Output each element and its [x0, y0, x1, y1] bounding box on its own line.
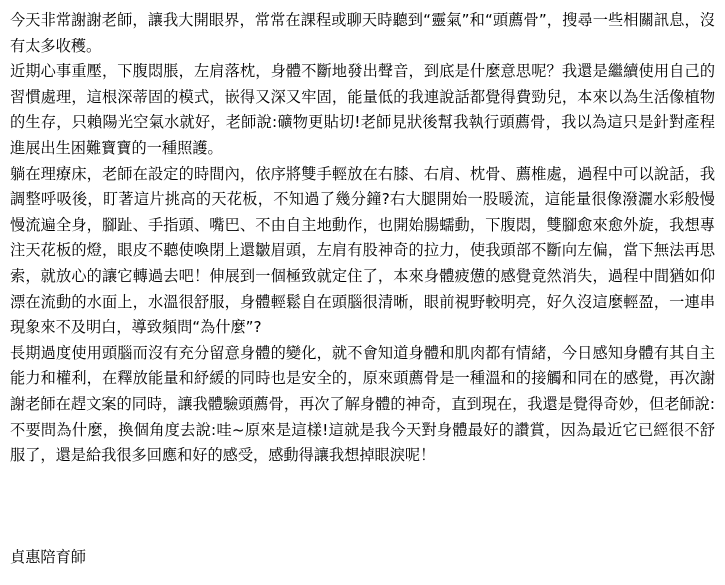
signature-name: 貞惠陪育師	[10, 548, 86, 567]
document-body	[10, 8, 715, 469]
signature-block	[10, 545, 86, 571]
paragraph-4: 長期過度使用頭腦而沒有充分留意身體的變化，就不會知道身體和肌肉都有情緒，今日感知身體有其自主能力和權利，在釋放能量和紓緩的同時也是安全的，原來頭薦骨是一種溫和的接觸和同在的感覺，再次謝謝老師在趕文案的同時，讓我體驗頭薦骨，再次了解身體的神奇，直到現在，我還是覺得奇妙，但老師說:不要問為什麼，換個角度去說:哇~原來是這樣!這就是我今天對身體最好的讚賞，因為最近它已經很不舒服了，還是給我很多回應和好的感受，感動得讓我想掉眼淚呢！	[10, 343, 715, 465]
paragraph-3: 躺在理療床，老師在設定的時間內，依序將雙手輕放在右膝、右肩、枕骨、薦椎處，過程中可以說話，我調整呼吸後，盯著這片挑高的天花板，不知過了幾分鐘?右大腿開始一股暖流，這能量很像潑灑水彩般慢慢流遍全身，腳趾、手指頭、嘴巴、不由自主地動作，也開始腸蠕動，下腹悶，雙腳愈來愈外旋，我想專注天花板的燈，眼皮不聽使喚閉上還皺眉頭，左肩有股神奇的拉力，使我頭部不斷向左偏，當下無法再思索，就放心的讓它轉過去吧！伸展到一個極致就定住了，本來身體疲憊的感覺竟然消失，過程中間猶如仰漂在流動的水面上，水溫很舒服，身體輕鬆自在頭腦很清晰，眼前視野較明亮，好久沒這麼輕盈，一連串現象來不及明白，導致頻問“為什麼”?	[10, 164, 715, 337]
paragraph-1: 今天非常謝謝老師，讓我大開眼界，常常在課程或聊天時聽到“靈氣”和“頭薦骨”，搜尋一些相關訊息，沒有太多收穫。	[10, 11, 715, 55]
paragraph-2: 近期心事重壓，下腹悶脹，左肩落枕，身體不斷地發出聲音，到底是什麼意思呢？我還是繼續使用自己的習慣處理，這根深蒂固的模式，嵌得又深又牢固，能量低的我連說話都覺得費勁兒，本來以為生活像植物的生存，只賴陽光空氣水就好，老師說:礦物更貼切!老師見狀後幫我執行頭薦骨，我以為這只是針對產程進展出生困難寶寶的一種照護。	[10, 62, 715, 157]
